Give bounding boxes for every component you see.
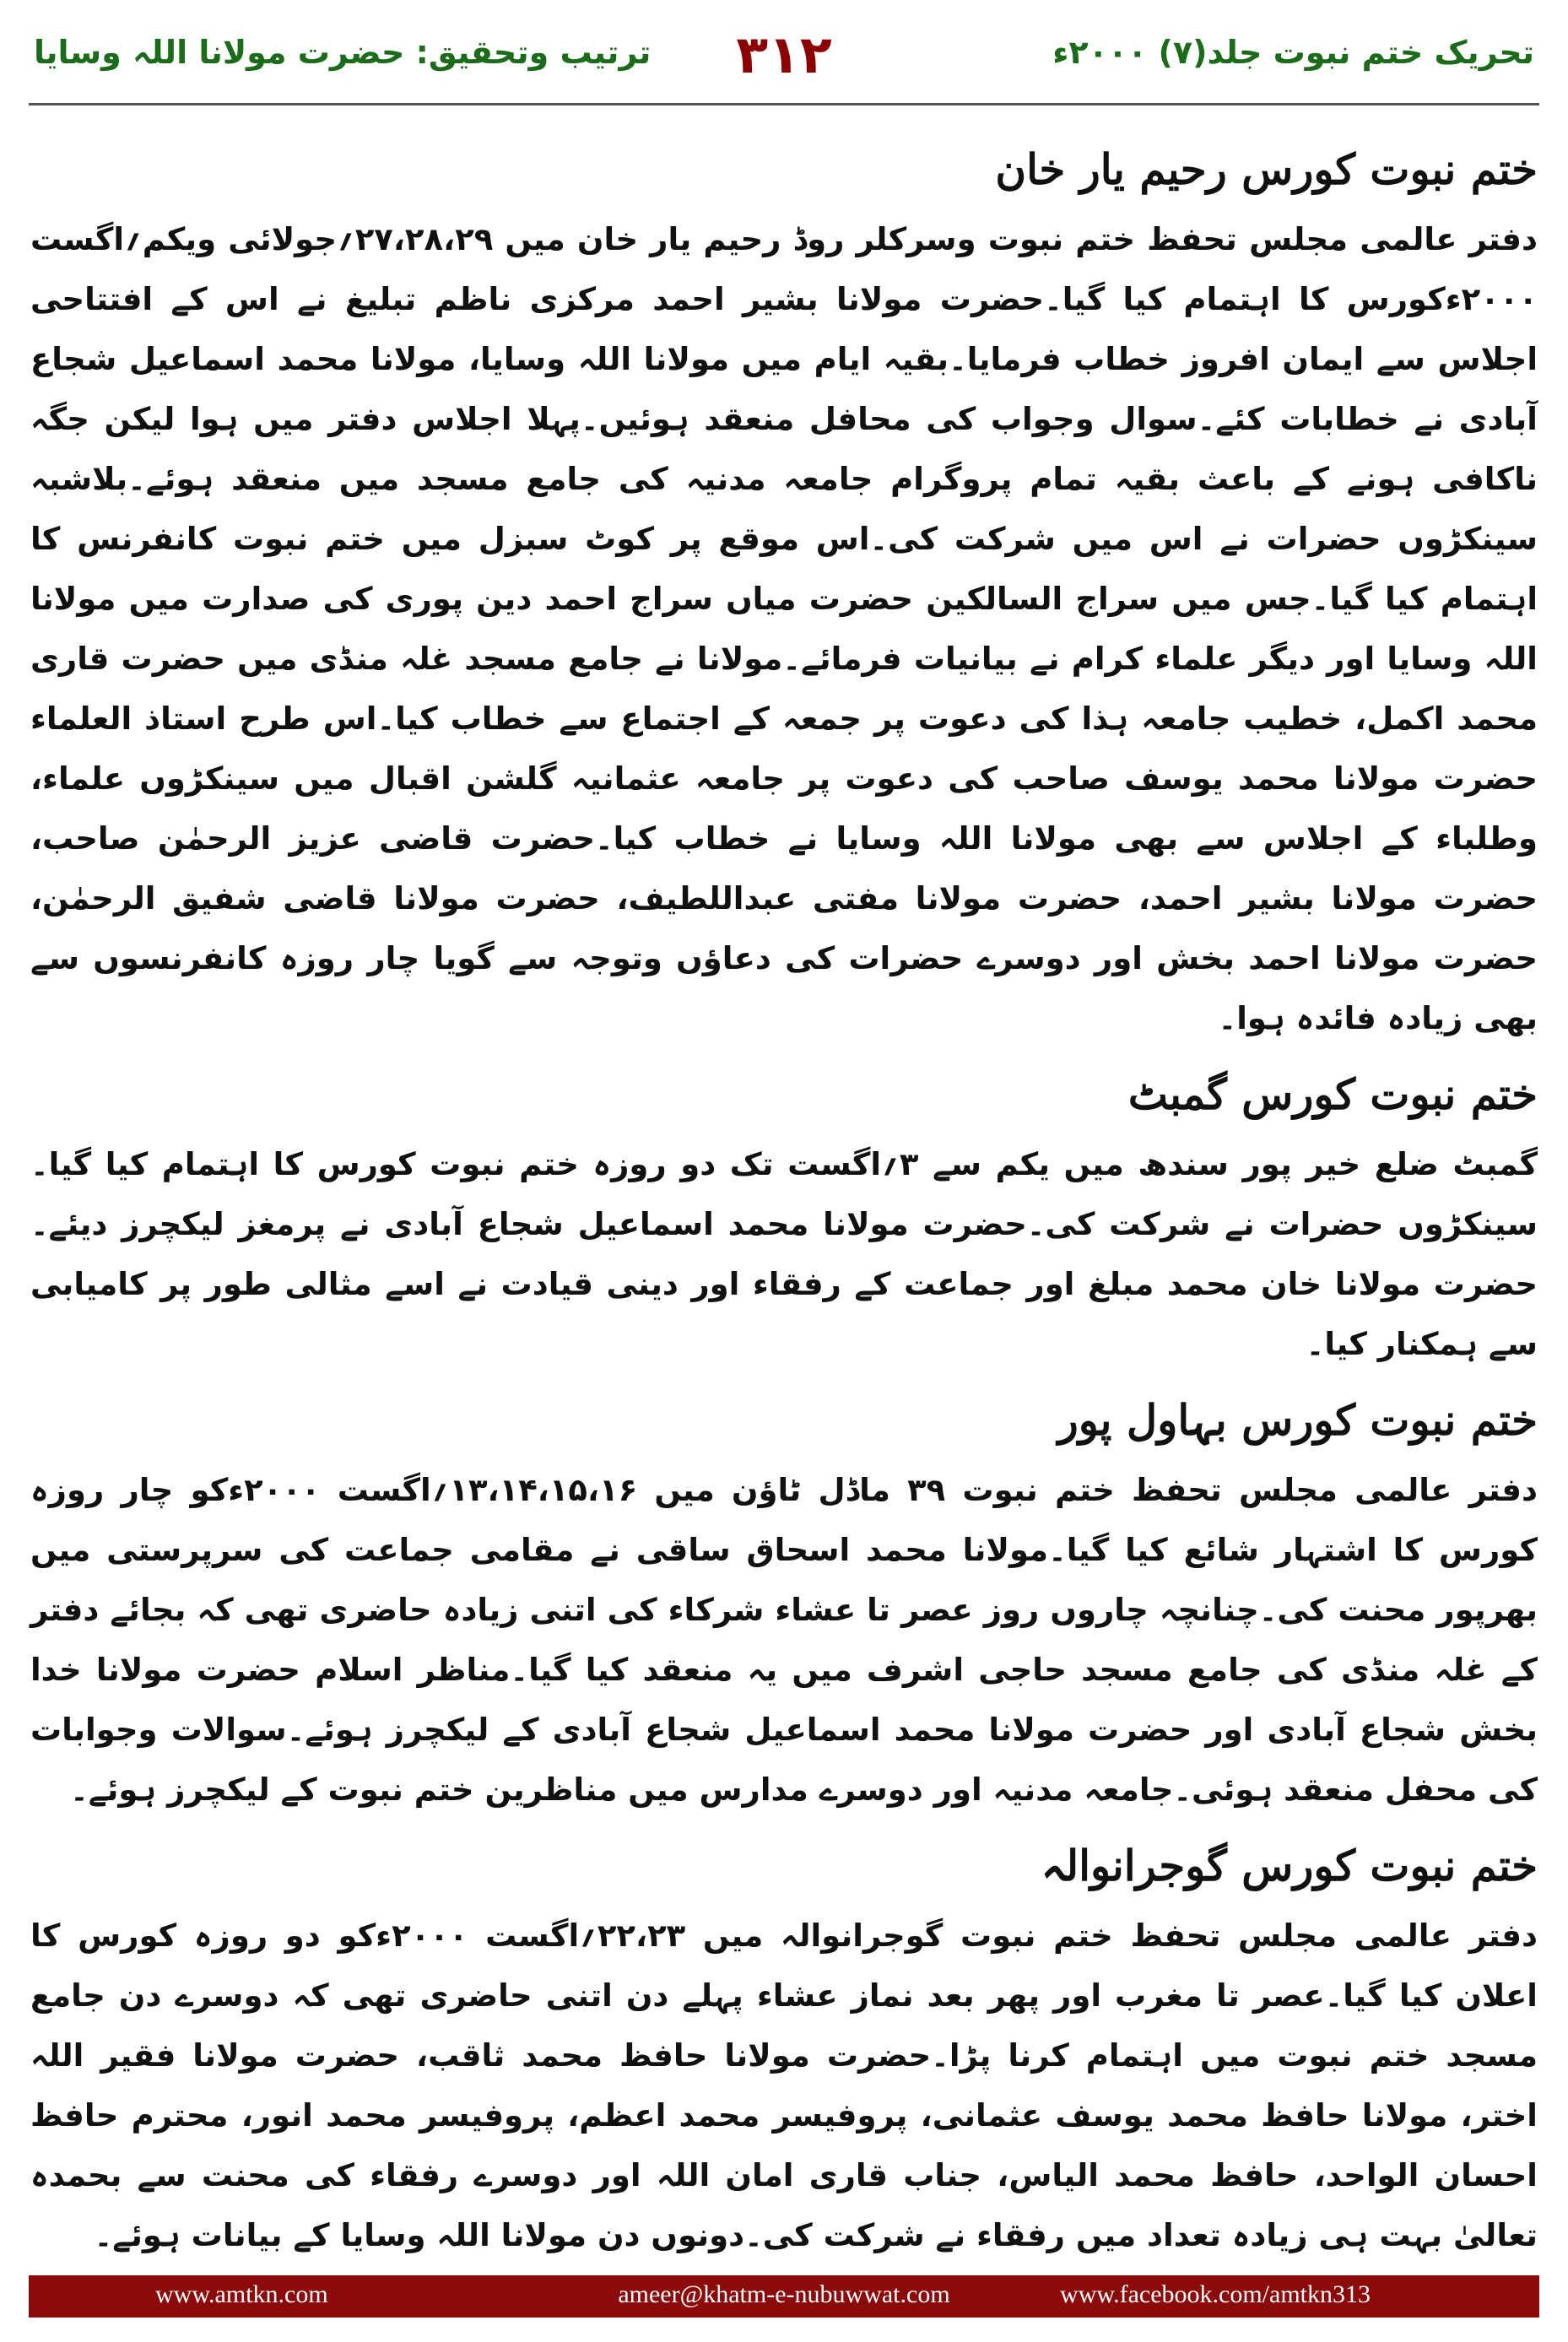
footer-website-link[interactable]: www.amtkn.com bbox=[155, 2280, 328, 2308]
footer-facebook-link[interactable]: www.facebook.com/amtkn313 bbox=[1060, 2280, 1371, 2308]
section-heading: ختم نبوت کورس رحیم یار خان bbox=[995, 144, 1538, 194]
page-footer bbox=[29, 2275, 1539, 2318]
section-paragraph: دفتر عالمی مجلس تحفظ ختم نبوت ۳۹ ماڈل ٹاؤن میں ۱۳،۱۴،۱۵،۱۶؍اگست ۲۰۰۰ءکو چار روزہ کورس کا اشتہار شائع کیا گیا۔مولانا محمد اسحاق ساقی نے مقامی جماعت کی سرپرستی میں بھرپور محنت کی۔چنانچہ چاروں روز عصر تا عشاء شرکاء کی اتنی زیادہ حاضری تھی کہ بجائے دفتر کے غلہ منڈی کی جامع مسجد حاجی اشرف میں یہ منعقد کیا گیا۔مناظر اسلام حضرت مولانا خدا بخش شجاع آبادی اور حضرت مولانا محمد اسماعیل شجاع آبادی کے لیکچرز ہوئے۔سوالات وجوابات کی محفل منعقد ہوئی۔جامعہ مدنیہ اور دوسرے مدارس میں مناظرین ختم نبوت کے لیکچرز ہوئے۔ bbox=[30, 1472, 1538, 1808]
section-gujranwala bbox=[30, 1831, 1538, 2265]
section-heading: ختم نبوت کورس گمبٹ bbox=[1127, 1069, 1538, 1119]
section-paragraph: گمبٹ ضلع خیر پور سندھ میں یکم سے ۳؍اگست تک دو روزہ ختم نبوت کورس کا اہتمام کیا گیا۔سینکڑوں حضرات نے شرکت کی۔حضرت مولانا محمد اسماعیل شجاع آبادی نے پرمغز لیکچرز دیئے۔حضرت مولانا خان محمد مبلغ اور جماعت کے رفقاء اور دینی قیادت نے اسے مثالی طور پر کامیابی سے ہمکنار کیا۔ bbox=[30, 1146, 1538, 1362]
footer-email-link[interactable]: ameer@khatm-e-nubuwwat.com bbox=[618, 2280, 950, 2308]
section-paragraph: دفتر عالمی مجلس تحفظ ختم نبوت وسرکلر روڈ رحیم یار خان میں ۲۷،۲۸،۲۹؍جولائی ویکم؍اگست ۲۰۰۰ءکورس کا اہتمام کیا گیا۔حضرت مولانا بشیر احمد مرکزی ناظم تبلیغ نے اس کے افتتاحی اجلاس سے ایمان افروز خطاب فرمایا۔بقیہ ایام میں مولانا اللہ وسایا، مولانا محمد اسماعیل شجاع آبادی نے خطابات کئے۔سوال وجواب کی محافل منعقد ہوئیں۔پہلا اجلاس دفتر میں ہوا لیکن جگہ ناکافی ہونے کے باعث بقیہ تمام پروگرام جامعہ مدنیہ کی جامع مسجد میں منعقد ہوئے۔بلاشبہ سینکڑوں حضرات نے اس میں شرکت کی۔اس موقع پر کوٹ سبزل میں ختم نبوت کانفرنس کا اہتمام کیا گیا۔جس میں سراج السالکین حضرت میاں سراج احمد دین پوری کی صدارت میں مولانا اللہ وسایا اور دیگر علماء کرام نے بیانیات فرمائے۔مولانا نے جامع مسجد غلہ منڈی میں حضرت قاری محمد اکمل، خطیب جامعہ ہذا کی دعوت پر جمعہ کے اجتماع سے خطاب کیا۔اس طرح استاذ العلماء حضرت مولانا محمد یوسف صاحب کی دعوت پر جامعہ عثمانیہ گلشن اقبال میں سینکڑوں علماء، وطلباء کے اجلاس سے بھی مولانا اللہ وسایا نے خطاب کیا۔حضرت قاضی عزیز الرحمٰن صاحب، حضرت مولانا بشیر احمد، حضرت مولانا مفتی عبداللطیف، حضرت مولانا قاضی شفیق الرحمٰن، حضرت مولانا احمد بخش اور دوسرے حضرات کی دعاؤں وتوجہ سے گویا چار روزہ کانفرنسوں سے بھی زیادہ فائدہ ہوا۔ bbox=[30, 221, 1538, 1036]
page-number: ۳۱۲ bbox=[736, 24, 832, 85]
section-gambat bbox=[30, 1060, 1538, 1374]
header-divider bbox=[29, 103, 1539, 105]
section-paragraph: دفتر عالمی مجلس تحفظ ختم نبوت گوجرانوالہ میں ۲۲،۲۳؍اگست ۲۰۰۰ءکو دو روزہ کورس کا اعلان کیا گیا۔عصر تا مغرب اور پھر بعد نماز عشاء پہلے دن اتنی حاضری تھی کہ دوسرے دن جامع مسجد ختم نبوت میں اہتمام کرنا پڑا۔حضرت مولانا حافظ محمد ثاقب، حضرت مولانا فقیر اللہ اختر، مولانا حافظ محمد یوسف عثمانی، پروفیسر محمد اعظم، پروفیسر محمد انور، محترم حافظ احسان الواحد، حافظ محمد الیاس، جناب قاری امان اللہ اور دوسرے رفقاء کی محنت سے بحمدہ تعالیٰ بہت ہی زیادہ تعداد میں رفقاء نے شرکت کی۔دونوں دن مولانا اللہ وسایا کے بیانات ہوئے۔ bbox=[30, 1917, 1538, 2253]
header-compiler: ترتیب وتحقیق: حضرت مولانا اللہ وسایا bbox=[34, 34, 652, 71]
page-header bbox=[0, 0, 1568, 127]
header-book-title: تحریک ختم نبوت جلد(۷) ۲۰۰۰ء bbox=[1052, 34, 1534, 71]
section-bahawalpur bbox=[30, 1386, 1538, 1820]
section-heading: ختم نبوت کورس بہاول پور bbox=[1057, 1395, 1538, 1445]
section-rahim-yar-khan bbox=[30, 135, 1538, 1048]
section-heading: ختم نبوت کورس گوجرانوالہ bbox=[1041, 1841, 1538, 1890]
page-body bbox=[30, 135, 1538, 2253]
